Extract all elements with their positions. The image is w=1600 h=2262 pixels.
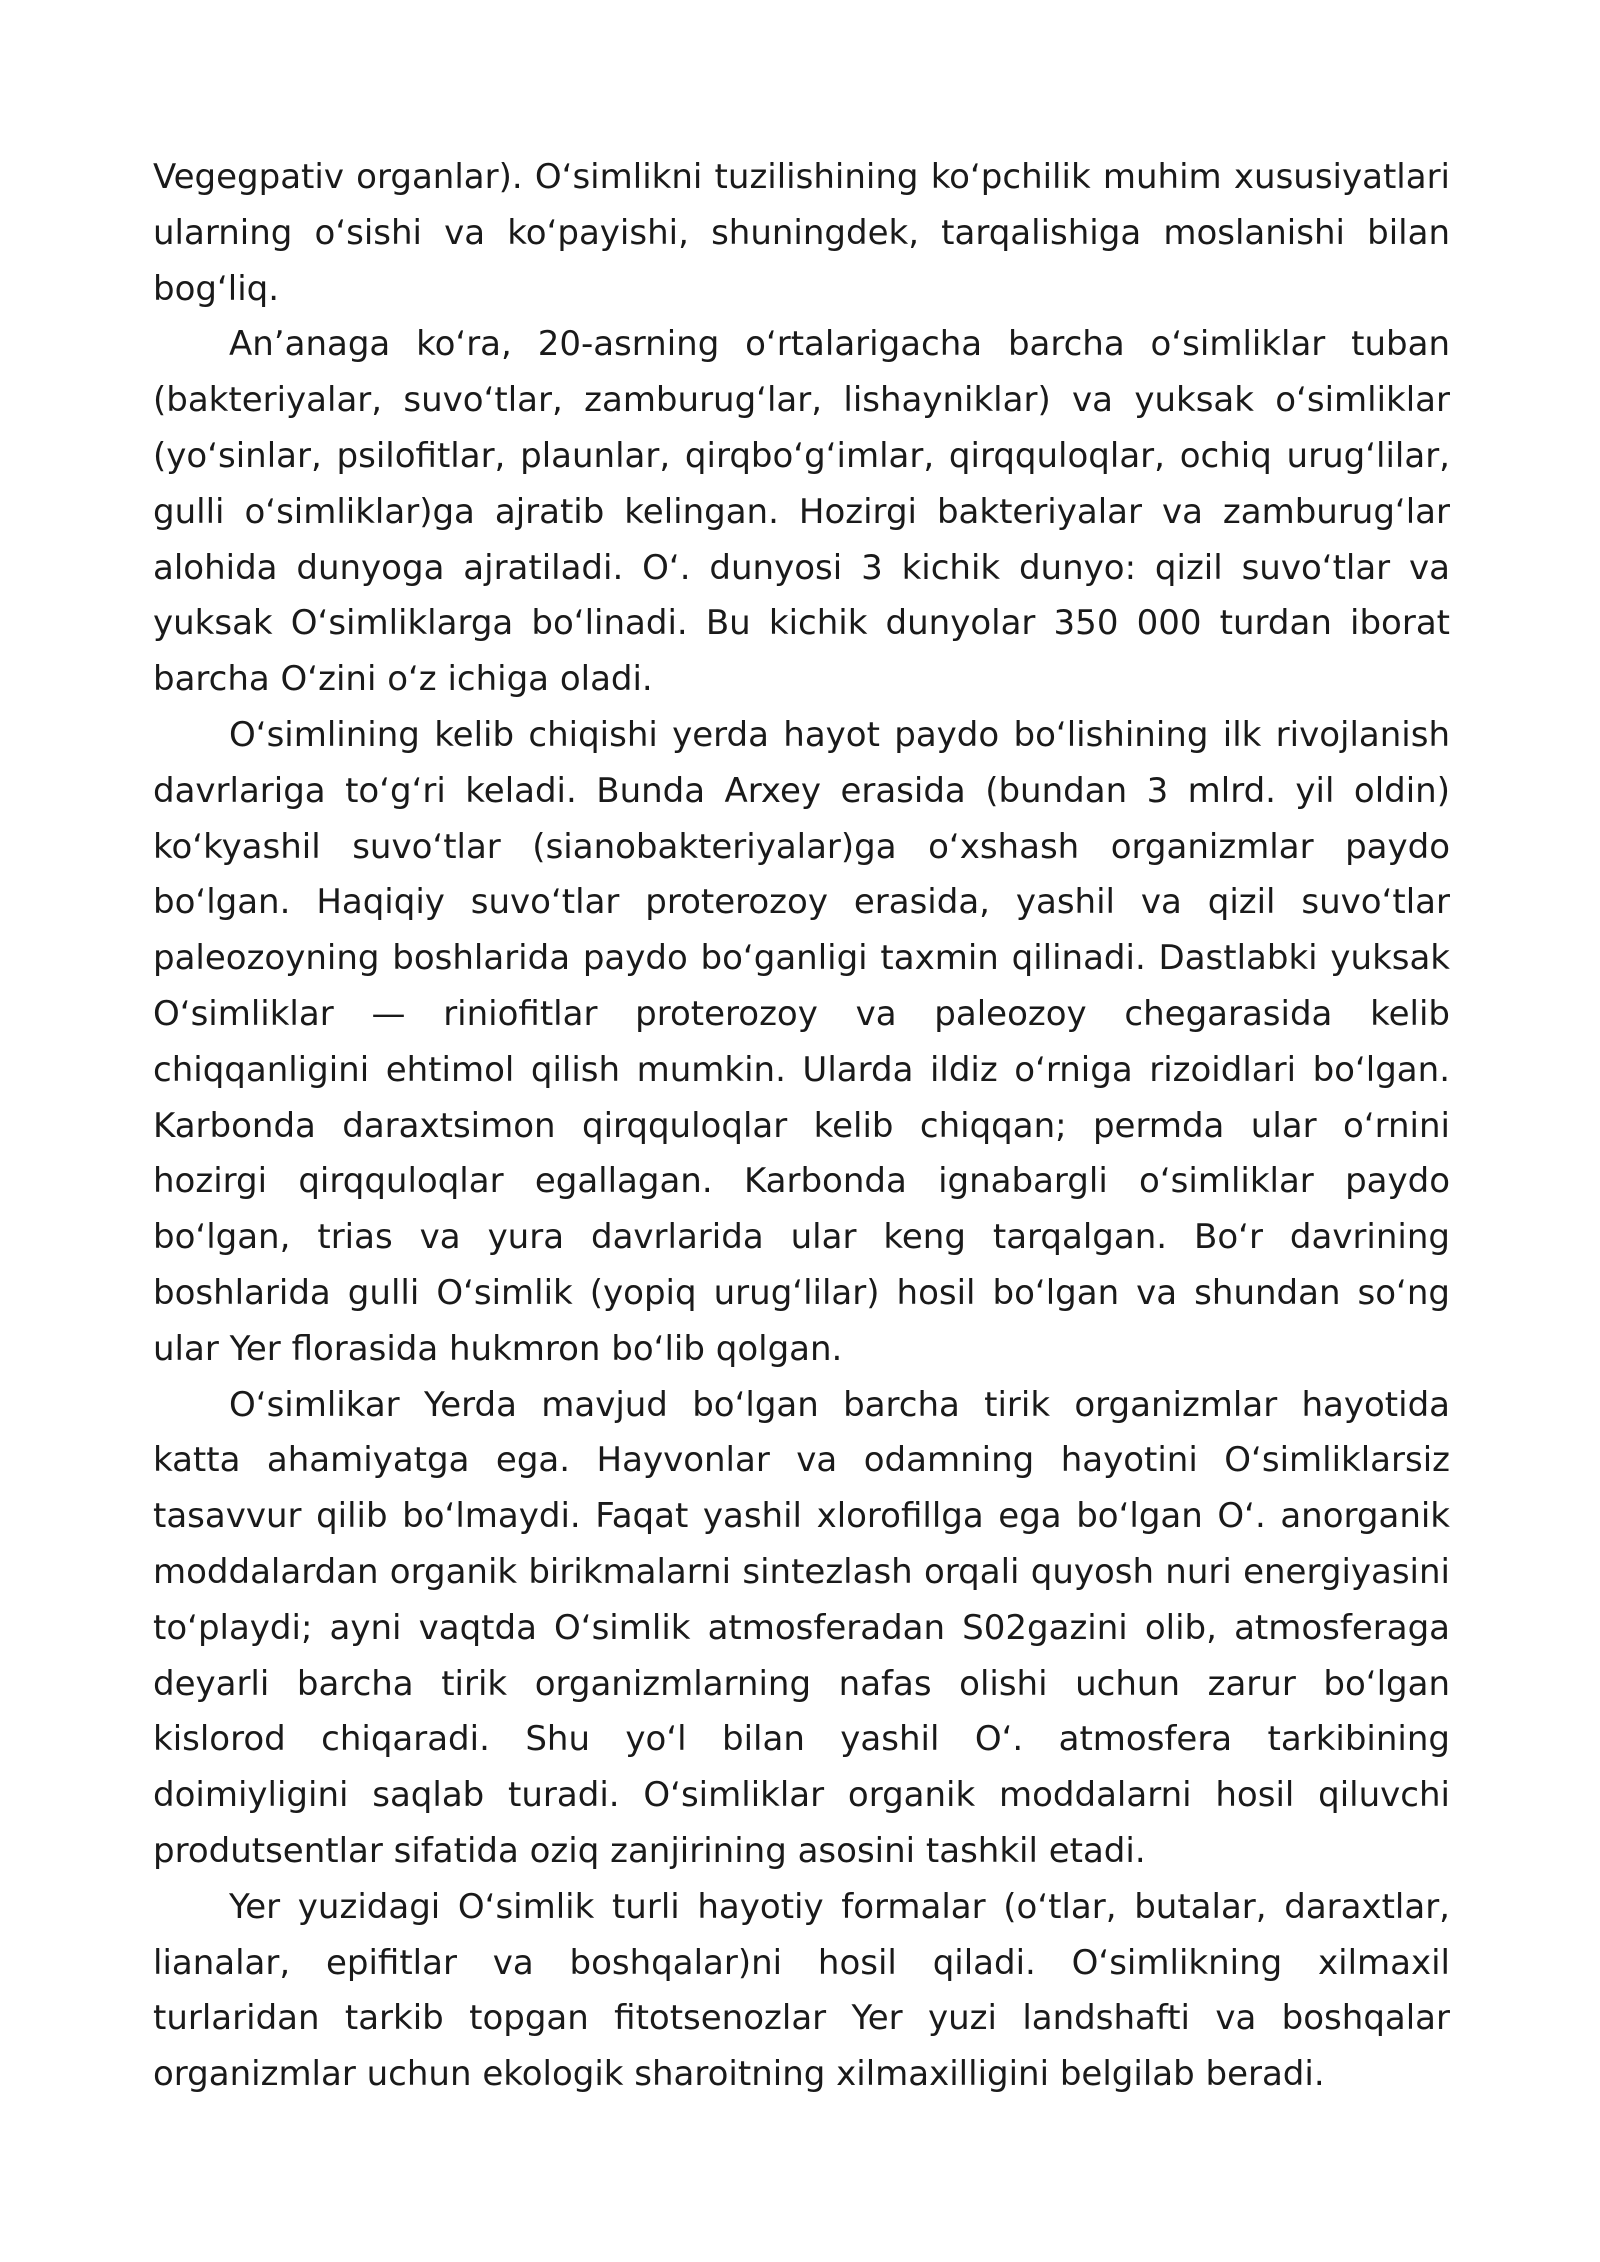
paragraph-plant-importance: Oʻsimlikar Yerda mavjud boʻlgan barcha tirik organizmlar hayotida katta ahamiyatga ega. Hayvonlar va odamning hayotini Oʻsimliklarsiz tasavvur qilib boʻlmaydi. Faqat yashil xlorofillga ega boʻlgan Oʻ. anorganik moddalardan organik birikmalarni sintezlash orqali quyosh nuri energiyasini toʻplaydi; ayni vaqtda Oʻsimlik atmosferadan S02gazini olib, atmosferaga deyarli barcha tirik organizmlarning nafas olishi uchun zarur boʻlgan kislorod chiqaradi. Shu yoʻl bilan yashil Oʻ. atmosfera tarkibining doimiyligini saqlab turadi. Oʻsimliklar organik moddalarni hosil qiluvchi produtsentlar sifatida oziq zanjirining asosini tashkil etadi. — [153, 1384, 1450, 1871]
paragraph-plant-origin: Oʻsimlining kelib chiqishi yerda hayot paydo boʻlishining ilk rivojlanish davrlariga toʻgʻri keladi. Bunda Arxey erasida (bundan 3 mlrd. yil oldin) koʻkyashil suvoʻtlar (sianobakteriyalar)ga oʻxshash organizmlar paydo boʻlgan. Haqiqiy suvoʻtlar proterozoy erasida, yashil va qizil suvoʻtlar paleozoyning boshlarida paydo boʻganligi taxmin qilinadi. Dastlabki yuksak Oʻsimliklar — riniofitlar proterozoy va paleozoy chegarasida kelib chiqqanligini ehtimol qilish mumkin. Ularda ildiz oʻrniga rizoidlari boʻlgan. Karbonda daraxtsimon qirqquloqlar kelib chiqqan; permda ular oʻrnini hozirgi qirqquloqlar egallagan. Karbonda ignabargli oʻsimliklar paydo boʻlgan, trias va yura davrlarida ular keng tarqalgan. Boʻr davrining boshlarida gulli Oʻsimlik (yopiq urugʻlilar) hosil boʻlgan va shundan soʻng ular Yer florasida hukmron boʻlib qolgan. — [153, 714, 1450, 1369]
paragraph-life-forms: Yer yuzidagi Oʻsimlik turli hayotiy formalar (oʻtlar, butalar, daraxtlar, lianalar, epifitlar va boshqalar)ni hosil qiladi. Oʻsimlikning xilmaxil turlaridan tarkib topgan fitotsenozlar Yer yuzi landshafti va boshqalar organizmlar uchun ekologik sharoitning xilmaxilligini belgilab beradi. — [153, 1886, 1450, 2095]
paragraph-continuation: Vegegpativ organlar). Oʻsimlikni tuzilishining koʻpchilik muhim xususiyatlari ularning oʻsishi va koʻpayishi, shuningdek, tarqalishiga moslanishi bilan bogʻliq. — [153, 157, 1450, 309]
paragraph-plant-classification: Anʼanaga koʻra, 20-asrning oʻrtalarigacha barcha oʻsimliklar tuban (bakteriyalar, suvoʻtlar, zamburugʻlar, lishayniklar) va yuksak oʻsimliklar (yoʻsinlar, psilofitlar, plaunlar, qirqboʻgʻimlar, qirqquloqlar, ochiq urugʻlilar, gulli oʻsimliklar)ga ajratib kelingan. Hozirgi bakteriyalar va zamburugʻlar alohida dunyoga ajratiladi. Oʻ. dunyosi 3 kichik dunyo: qizil suvoʻtlar va yuksak Oʻsimliklarga boʻlinadi. Bu kichik dunyolar 350 000 turdan iborat barcha Oʻzini oʻz ichiga oladi. — [153, 324, 1450, 700]
document-page — [153, 150, 1450, 2103]
